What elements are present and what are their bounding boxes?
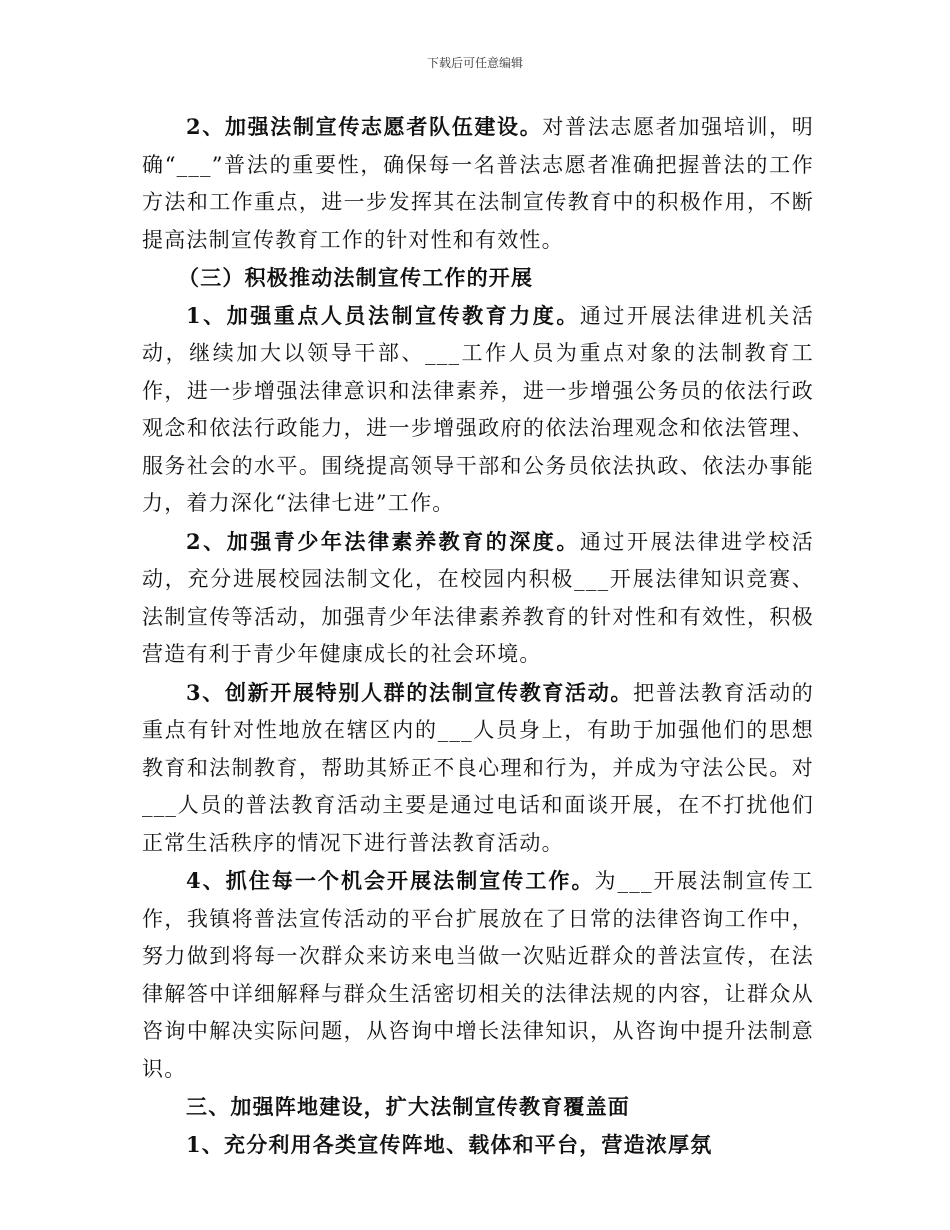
subsection-heading-publicity: 1、充分利用各类宣传阵地、载体和平台，营造浓厚氛 [186,1131,713,1157]
paragraph-text: 通过开展法律进学校活动，充分进展校园法制文化，在校园内积极___开展法律知识竞赛、法制宣传等活动，加强青少年法律素养教育的针对性和有效性，积极营造有利于青少年健康成长的社会环境。 [142,529,814,666]
paragraph-volunteer-team [142,108,814,259]
paragraph-lead: 4、抓住每一个机会开展法制宣传工作。 [186,868,595,893]
paragraph-key-personnel [142,297,814,523]
paragraph-youth [142,523,814,674]
section-heading-positions: 三、加强阵地建设，扩大法制宣传教育覆盖面 [186,1094,630,1119]
paragraph-special-groups [142,674,814,863]
paragraph-lead: 2、加强法制宣传志愿者队伍建设。 [186,114,543,139]
paragraph-lead: 3、创新开展特别人群的法制宣传教育活动。 [186,679,634,705]
paragraph-lead: 1、加强重点人员法制宣传教育力度。 [186,302,580,328]
paragraph-text: 把普法教育活动的重点有针对性地放在辖区内的___人员身上，有助于加强他们的思想教育和法制教育，帮助其矫正不良心理和行为，并成为守法公民。对___人员的普法教育活动主要是通过电话和面谈开展，在不打扰他们正常生活秩序的情况下进行普法教育活动。 [142,680,814,855]
paragraph-text: 通过开展法律进机关活动，继续加大以领导干部、___工作人员为重点对象的法制教育工作，进一步增强法律意识和法律素养，进一步增强公务员的依法行政观念和依法行政能力，进一步增强政府的依法治理观念和依法管理、服务社会的水平。围绕提高领导干部和公务员依法执政、依法办事能力，着力深化“法律七进”工作。 [142,303,814,515]
paragraph-text: 对普法志愿者加强培训，明确“___”普法的重要性，确保每一名普法志愿者准确把握普法的工作方法和工作重点，进一步发挥其在法制宣传教育中的积极作用，不断提高法制宣传教育工作的针对性和有效性。 [142,115,814,252]
paragraph-every-opportunity [142,862,814,1088]
page-header: 下载后可任意编辑 [426,56,523,70]
section-heading-promote: （三）积极推动法制宣传工作的开展 [178,265,534,290]
document-body [142,108,814,1163]
paragraph-text: 为___开展法制宣传工作，我镇将普法宣传活动的平台扩展放在了日常的法律咨询工作中，努力做到将每一次群众来访来电当做一次贴近群众的普法宣传，在法律解答中详细解释与群众生活密切相关的法律法规的内容，让群众从咨询中解决实际问题，从咨询中增长法律知识，从咨询中提升法制意识。 [142,869,814,1081]
paragraph-lead: 2、加强青少年法律素养教育的深度。 [186,528,580,554]
